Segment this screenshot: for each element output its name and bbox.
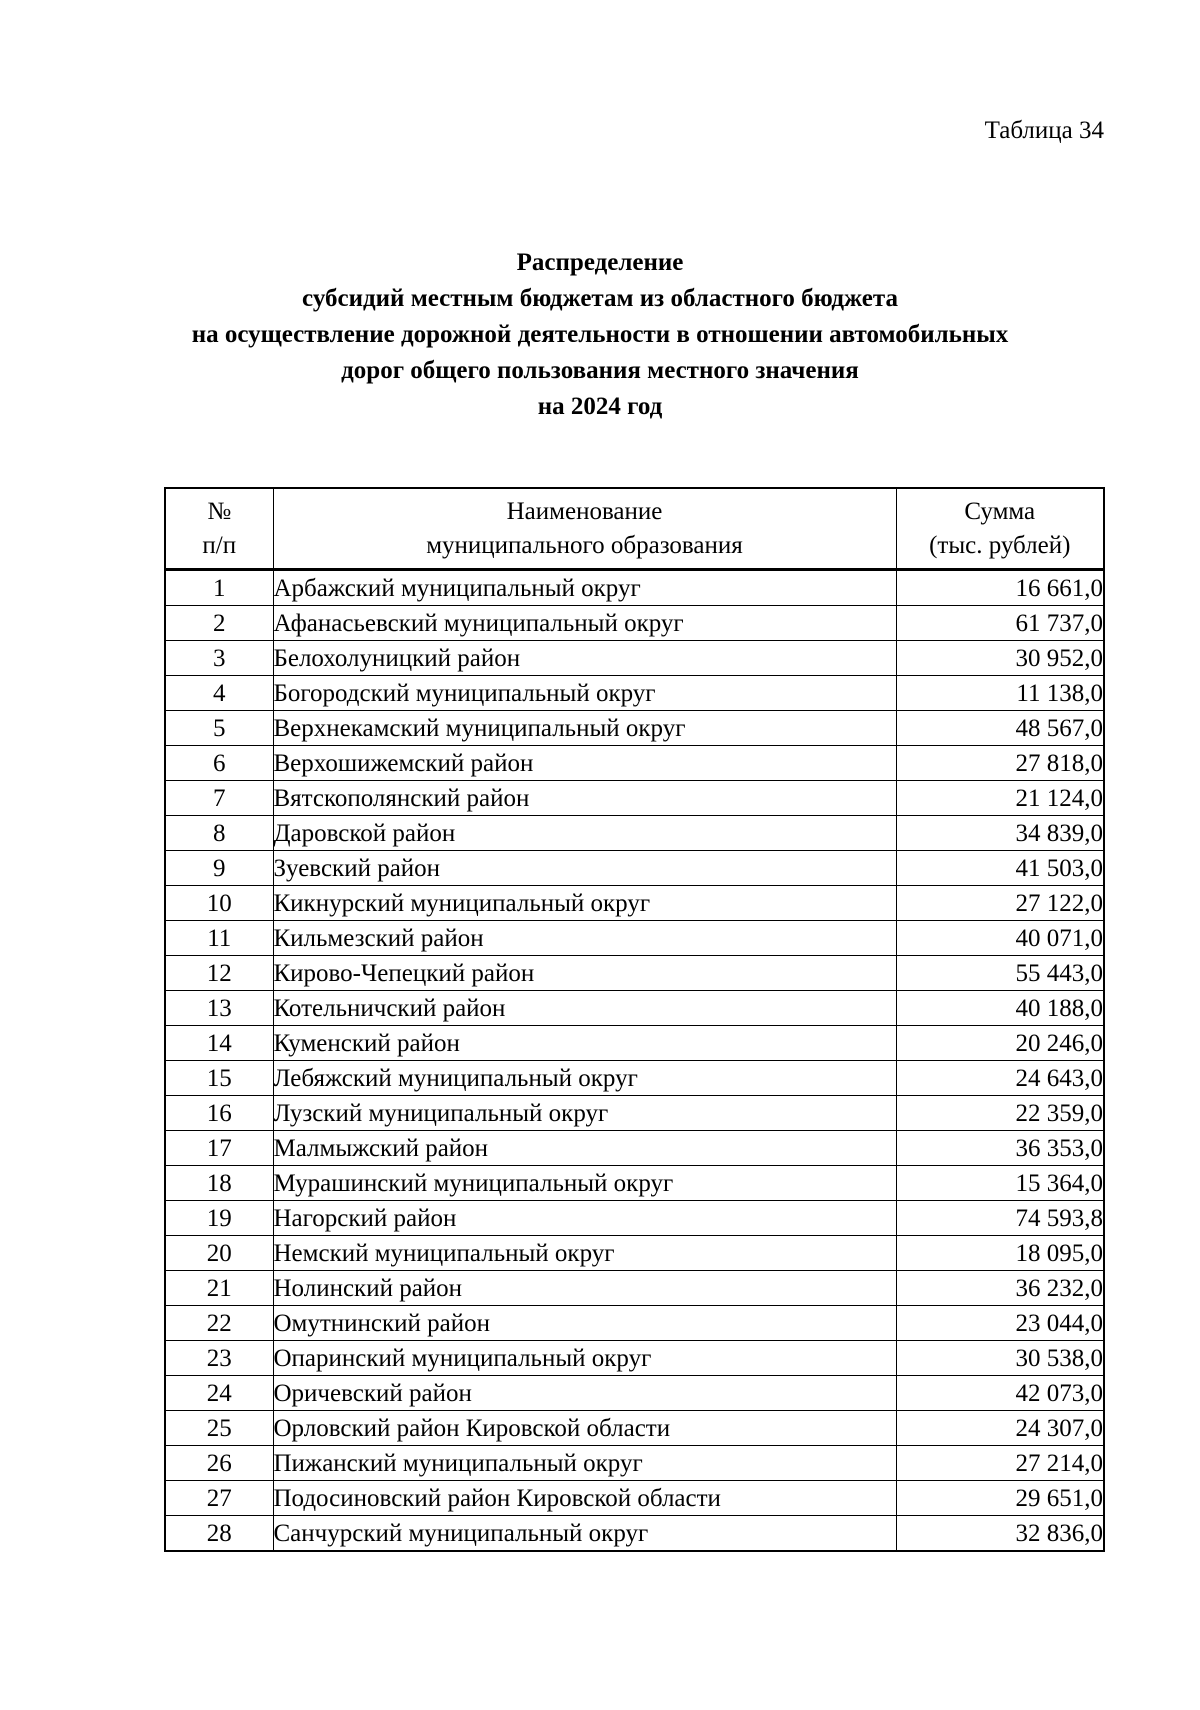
subsidy-amount-cell: 21 124,0 <box>896 781 1104 816</box>
row-number-cell: 19 <box>165 1201 273 1236</box>
table-row <box>165 570 1104 606</box>
row-number-cell: 17 <box>165 1131 273 1166</box>
title-line: субсидий местным бюджетам из областного бюджета <box>302 285 898 312</box>
municipality-name-cell: Кирово-Чепецкий район <box>273 956 896 991</box>
municipality-name-cell: Оричевский район <box>273 1376 896 1411</box>
municipality-name-cell: Богородский муниципальный округ <box>273 676 896 711</box>
municipality-name-cell: Нолинский район <box>273 1271 896 1306</box>
table-row <box>165 606 1104 641</box>
table-row <box>165 1481 1104 1516</box>
table-row <box>165 746 1104 781</box>
table-row <box>165 1131 1104 1166</box>
table-header <box>165 488 1104 570</box>
title-line: дорог общего пользования местного значения <box>341 357 859 384</box>
row-number-cell: 9 <box>165 851 273 886</box>
subsidy-amount-cell: 36 353,0 <box>896 1131 1104 1166</box>
subsidy-amount-cell: 24 643,0 <box>896 1061 1104 1096</box>
municipality-name-cell: Вятскополянский район <box>273 781 896 816</box>
municipality-name-cell: Куменский район <box>273 1026 896 1061</box>
subsidy-amount-cell: 30 952,0 <box>896 641 1104 676</box>
table-row <box>165 711 1104 746</box>
subsidy-amount-cell: 34 839,0 <box>896 816 1104 851</box>
header-sum <box>896 488 1104 570</box>
subsidy-amount-cell: 20 246,0 <box>896 1026 1104 1061</box>
table-row <box>165 1096 1104 1131</box>
row-number-cell: 15 <box>165 1061 273 1096</box>
subsidy-amount-cell: 36 232,0 <box>896 1271 1104 1306</box>
subsidy-amount-cell: 24 307,0 <box>896 1411 1104 1446</box>
row-number-cell: 28 <box>165 1516 273 1552</box>
municipality-name-cell: Верхнекамский муниципальный округ <box>273 711 896 746</box>
subsidy-amount-cell: 40 071,0 <box>896 921 1104 956</box>
subsidy-amount-cell: 27 122,0 <box>896 886 1104 921</box>
table-number-label: Таблица 34 <box>984 117 1104 144</box>
row-number-cell: 27 <box>165 1481 273 1516</box>
municipality-name-cell: Лебяжский муниципальный округ <box>273 1061 896 1096</box>
subsidy-amount-cell: 23 044,0 <box>896 1306 1104 1341</box>
table-row <box>165 676 1104 711</box>
municipality-name-cell: Мурашинский муниципальный округ <box>273 1166 896 1201</box>
row-number-cell: 10 <box>165 886 273 921</box>
table-row <box>165 1446 1104 1481</box>
table-row <box>165 956 1104 991</box>
table-row <box>165 1306 1104 1341</box>
table-row <box>165 1376 1104 1411</box>
municipality-name-cell: Омутнинский район <box>273 1306 896 1341</box>
table-row <box>165 781 1104 816</box>
subsidy-amount-cell: 27 818,0 <box>896 746 1104 781</box>
row-number-cell: 25 <box>165 1411 273 1446</box>
subsidy-amount-cell: 42 073,0 <box>896 1376 1104 1411</box>
distribution-table <box>164 487 1105 1552</box>
row-number-cell: 14 <box>165 1026 273 1061</box>
table-row <box>165 1271 1104 1306</box>
row-number-cell: 24 <box>165 1376 273 1411</box>
row-number-cell: 20 <box>165 1236 273 1271</box>
row-number-cell: 18 <box>165 1166 273 1201</box>
subsidy-amount-cell: 40 188,0 <box>896 991 1104 1026</box>
row-number-cell: 16 <box>165 1096 273 1131</box>
subsidy-amount-cell: 30 538,0 <box>896 1341 1104 1376</box>
header-number-line1: № <box>207 497 232 525</box>
table-row <box>165 641 1104 676</box>
municipality-name-cell: Опаринский муниципальный округ <box>273 1341 896 1376</box>
table-row <box>165 991 1104 1026</box>
table-row <box>165 1516 1104 1552</box>
row-number-cell: 6 <box>165 746 273 781</box>
municipality-name-cell: Лузский муниципальный округ <box>273 1096 896 1131</box>
title-line: на 2024 год <box>537 393 663 420</box>
header-name-line1: Наименование <box>506 497 663 525</box>
municipality-name-cell: Подосиновский район Кировской области <box>273 1481 896 1516</box>
municipality-name-cell: Верхошижемский район <box>273 746 896 781</box>
header-number-line2: п/п <box>202 531 237 559</box>
municipality-name-cell: Санчурский муниципальный округ <box>273 1516 896 1552</box>
table-row <box>165 1411 1104 1446</box>
municipality-name-cell: Пижанский муниципальный округ <box>273 1446 896 1481</box>
table-row <box>165 886 1104 921</box>
document-title <box>0 245 1200 425</box>
subsidy-amount-cell: 18 095,0 <box>896 1236 1104 1271</box>
row-number-cell: 3 <box>165 641 273 676</box>
header-name-line2: муниципального образования <box>426 531 743 559</box>
municipality-name-cell: Кикнурский муниципальный округ <box>273 886 896 921</box>
title-line: Распределение <box>516 249 684 276</box>
subsidy-amount-cell: 74 593,8 <box>896 1201 1104 1236</box>
row-number-cell: 11 <box>165 921 273 956</box>
subsidy-amount-cell: 11 138,0 <box>896 676 1104 711</box>
row-number-cell: 7 <box>165 781 273 816</box>
table-row <box>165 1026 1104 1061</box>
municipality-name-cell: Зуевский район <box>273 851 896 886</box>
municipality-name-cell: Орловский район Кировской области <box>273 1411 896 1446</box>
table-row <box>165 1061 1104 1096</box>
table-row <box>165 1201 1104 1236</box>
municipality-name-cell: Арбажский муниципальный округ <box>273 570 896 606</box>
header-number <box>165 488 273 570</box>
row-number-cell: 22 <box>165 1306 273 1341</box>
row-number-cell: 12 <box>165 956 273 991</box>
table-row <box>165 1341 1104 1376</box>
municipality-name-cell: Даровской район <box>273 816 896 851</box>
header-sum-line1: Сумма <box>964 497 1036 525</box>
header-row <box>165 488 1104 570</box>
row-number-cell: 21 <box>165 1271 273 1306</box>
header-sum-line2: (тыс. рублей) <box>929 531 1071 559</box>
header-name <box>273 488 896 570</box>
table-row <box>165 1236 1104 1271</box>
table-row <box>165 851 1104 886</box>
municipality-name-cell: Немский муниципальный округ <box>273 1236 896 1271</box>
row-number-cell: 2 <box>165 606 273 641</box>
subsidy-amount-cell: 29 651,0 <box>896 1481 1104 1516</box>
subsidy-amount-cell: 15 364,0 <box>896 1166 1104 1201</box>
table-row <box>165 816 1104 851</box>
municipality-name-cell: Кильмезский район <box>273 921 896 956</box>
subsidy-amount-cell: 55 443,0 <box>896 956 1104 991</box>
municipality-name-cell: Котельничский район <box>273 991 896 1026</box>
row-number-cell: 8 <box>165 816 273 851</box>
subsidy-amount-cell: 61 737,0 <box>896 606 1104 641</box>
row-number-cell: 26 <box>165 1446 273 1481</box>
subsidy-amount-cell: 27 214,0 <box>896 1446 1104 1481</box>
subsidy-amount-cell: 32 836,0 <box>896 1516 1104 1552</box>
subsidy-amount-cell: 48 567,0 <box>896 711 1104 746</box>
municipality-name-cell: Белохолуницкий район <box>273 641 896 676</box>
table-row <box>165 921 1104 956</box>
subsidy-amount-cell: 16 661,0 <box>896 570 1104 606</box>
row-number-cell: 4 <box>165 676 273 711</box>
row-number-cell: 23 <box>165 1341 273 1376</box>
row-number-cell: 1 <box>165 570 273 606</box>
title-line: на осуществление дорожной деятельности в отношении автомобильных <box>191 321 1009 348</box>
subsidy-amount-cell: 41 503,0 <box>896 851 1104 886</box>
municipality-name-cell: Афанасьевский муниципальный округ <box>273 606 896 641</box>
municipality-name-cell: Нагорский район <box>273 1201 896 1236</box>
subsidy-amount-cell: 22 359,0 <box>896 1096 1104 1131</box>
table-body <box>165 570 1104 1552</box>
row-number-cell: 13 <box>165 991 273 1026</box>
row-number-cell: 5 <box>165 711 273 746</box>
table-row <box>165 1166 1104 1201</box>
municipality-name-cell: Малмыжский район <box>273 1131 896 1166</box>
